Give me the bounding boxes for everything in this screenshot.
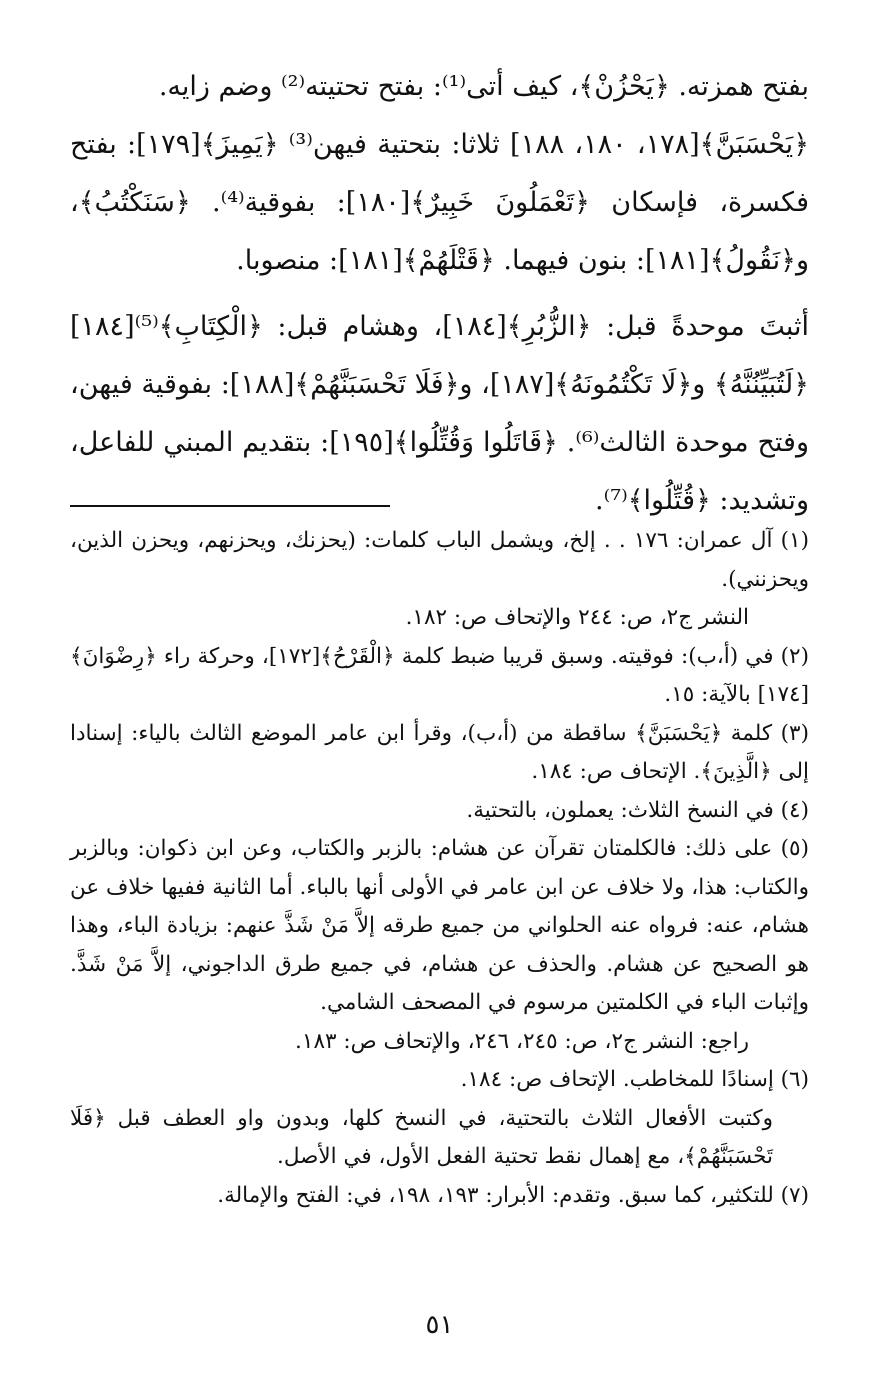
footnote-6-continuation: وكتبت الأفعال الثلاث بالتحتية، في النسخ كلها، وبدون واو العطف قبل ﴿فَلَا تَحْسَبَنَّهُمْ﴾، مع إهمال نقط تحتية الفعل الأول، في الأصل. [70, 1105, 773, 1169]
footnote-7: (٧) للتكثير، كما سبق. وتقدم: الأبرار: ١٩٣، ١٩٨، في: الفتح والإمالة. [217, 1182, 809, 1208]
page-number: ٥١ [425, 1310, 454, 1340]
main-text [70, 58, 809, 530]
footnote-4: (٤) في النسخ الثلاث: يعملون، بالتحتية. [466, 797, 809, 823]
main-paragraph-3: أثبتَ موحدةً قبل: ﴿الزُّبُرِ﴾[١٨٤]، وهشام قبل: ﴿الْكِتَابِ﴾⁽⁵⁾[١٨٤] ﴿لَتُبَيِّنُنَّهُ﴾ و﴿لَا تَكْتُمُونَهُ﴾[١٨٧]، و﴿فَلَا تَحْسَبَنَّهُمْ﴾[١٨٨]: بفوقية فيهن، وفتح موحدة الثالث⁽⁶⁾. ﴿قَاتَلُوا وَقُتِّلُوا﴾[١٩٥]: بتقديم المبني للفاعل، وتشديد: ﴿قُتِّلُوا﴾⁽⁷⁾. [70, 311, 809, 516]
footnote-5-reference: راجع: النشر ج٢، ص: ٢٤٥، ٢٤٦، والإتحاف ص: ١٨٣. [295, 1028, 749, 1054]
footnote-1-reference: النشر ج٢، ص: ٢٤٤ والإتحاف ص: ١٨٢. [405, 605, 749, 630]
main-line-1: بفتح همزته. ﴿يَحْزُنْ﴾، كيف أتى⁽¹⁾: بفتح تحتيته⁽²⁾ وضم زايه. [158, 71, 809, 102]
footnote-3: (٣) كلمة ﴿يَحْسَبَنَّ﴾ ساقطة من (أ،ب)، وقرأ ابن عامر الموضع الثالث بالياء: إسنادا إلى ﴿الَّذِينَ﴾. الإتحاف ص: ١٨٤. [70, 720, 809, 784]
footnote-5: (٥) على ذلك: فالكلمتان تقرآن عن هشام: بالزبر والكتاب، وعن ابن ذكوان: وبالزبر والكتاب: هذا، ولا خلاف عن ابن عامر في الأولى أنها بالباء. أما الثانية ففيها خلاف عن هشام، عنه: فرواه عنه الحلواني من جميع طرقه إلاَّ مَنْ شَذَّ عنهم: بزيادة الباء، وهذا هو الصحيح عن هشام. والحذف عن هشام، في جميع طرق الداجوني، إلاَّ مَنْ شَذَّ. وإثبات الباء في الكلمتين مرسوم في المصحف الشامي. [70, 836, 809, 1015]
footnotes [70, 522, 809, 1215]
footnote-6: (٦) إسنادًا للمخاطب. الإتحاف ص: ١٨٤. [460, 1067, 809, 1092]
footnote-2: (٢) في (أ،ب): فوقيته. وسبق قريبا ضبط كلمة ﴿الْقَرْحُ﴾[١٧٢]، وحركة راء ﴿رِضْوَانَ﴾[١٧٤] بالآية: ١٥. [70, 643, 809, 707]
footnote-separator [70, 505, 390, 507]
main-paragraph-2: ﴿يَحْسَبَنَّ﴾[١٧٨، ١٨٠، ١٨٨] ثلاثا: بتحتية فيهن⁽³⁾ ﴿يَمِيزَ﴾[١٧٩]: بفتح فكسرة، فإسكان ﴿تَعْمَلُونَ خَبِيرٌ﴾[١٨٠]: بفوقية⁽⁴⁾. ﴿سَنَكْتُبُ﴾، و﴿نَقُولُ﴾[١٨١]: بنون فيهما. ﴿قَتْلَهُمْ﴾[١٨١]: منصوبا. [70, 129, 810, 276]
footnote-1: (١) آل عمران: ١٧٦ . . إلخ، ويشمل الباب كلمات: (يحزنك، ويحزنهم، ويحزن الذين، ويحزنني). [70, 528, 809, 592]
